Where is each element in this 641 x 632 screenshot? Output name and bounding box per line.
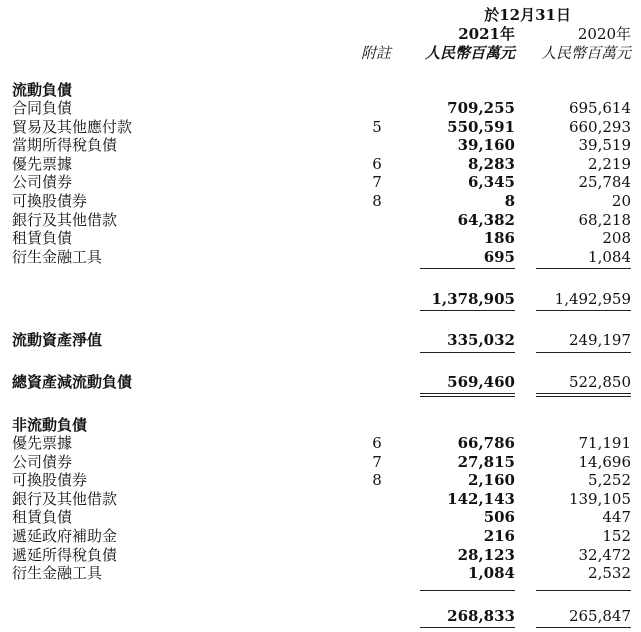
row-value-2021: 186 xyxy=(483,229,515,248)
row-value-2021: 64,382 xyxy=(457,210,515,229)
row-value-2020: 139,105 xyxy=(568,489,631,508)
current-liabilities-total-2021: 1,378,905 xyxy=(431,290,515,308)
row-label: 銀行及其他借款 xyxy=(12,489,118,508)
period-header: 於12月31日 xyxy=(484,6,571,24)
row-value-2020: 25,784 xyxy=(578,173,631,192)
row-value-2020: 68,218 xyxy=(578,210,631,229)
ncl-total-rule-2021 xyxy=(420,627,515,628)
row-label: 租賃負債 xyxy=(12,508,73,527)
row-label: 公司債券 xyxy=(12,173,73,192)
year-2021-header: 2021年 xyxy=(458,25,515,43)
row-value-2020: 5,252 xyxy=(588,471,631,490)
year-2020-header: 2020年 xyxy=(577,25,631,43)
row-value-2021: 66,786 xyxy=(457,434,515,452)
non-current-liabilities-total-2021: 268,833 xyxy=(447,607,515,625)
unit-2020-header: 人民幣百萬元 xyxy=(540,44,631,62)
net-current-assets-label: 流動資產淨值 xyxy=(12,331,103,349)
row-value-2020: 660,293 xyxy=(568,117,631,136)
total-assets-less-cl-2021: 569,460 xyxy=(447,373,515,391)
row-value-2021: 8,283 xyxy=(468,154,515,173)
row-label: 貿易及其他應付款 xyxy=(12,117,133,136)
row-value-2020: 20 xyxy=(611,192,631,210)
row-value-2020: 2,532 xyxy=(588,564,631,583)
unit-2021-header: 人民幣百萬元 xyxy=(424,44,515,62)
row-value-2020: 71,191 xyxy=(578,434,631,452)
note-column-header: 附註 xyxy=(361,44,392,62)
total-assets-less-cl-label: 總資產減流動負債 xyxy=(12,373,133,391)
row-label: 公司債券 xyxy=(12,452,73,471)
row-value-2020: 447 xyxy=(602,508,631,527)
ncl-total-rule-2020 xyxy=(536,627,631,628)
double-rule-2021 xyxy=(420,393,515,397)
total-rule-2021 xyxy=(420,310,515,311)
subtotal-rule-2020 xyxy=(536,268,631,269)
net-current-assets-2020: 249,197 xyxy=(568,331,631,349)
row-note: 8 xyxy=(372,471,382,490)
net-current-assets-2021: 335,032 xyxy=(447,331,515,349)
double-rule-2020 xyxy=(536,393,631,397)
ncl-subtotal-rule-2020 xyxy=(536,590,631,591)
row-label: 可換股債券 xyxy=(12,192,88,210)
row-value-2020: 695,614 xyxy=(568,99,631,117)
row-note: 8 xyxy=(372,192,382,210)
row-label: 衍生金融工具 xyxy=(12,247,103,266)
row-value-2021: 8 xyxy=(504,192,515,210)
row-value-2021: 28,123 xyxy=(457,545,515,564)
row-value-2021: 2,160 xyxy=(468,471,515,490)
row-label: 優先票據 xyxy=(12,434,73,452)
row-value-2021: 709,255 xyxy=(447,99,515,117)
row-value-2020: 152 xyxy=(602,527,631,545)
row-label: 衍生金融工具 xyxy=(12,564,103,583)
row-label: 合同負債 xyxy=(12,99,73,117)
row-value-2021: 27,815 xyxy=(457,452,515,471)
row-label: 優先票據 xyxy=(12,154,73,173)
row-value-2021: 6,345 xyxy=(468,173,515,192)
row-value-2021: 142,143 xyxy=(447,489,515,508)
row-note: 6 xyxy=(372,154,382,173)
row-value-2021: 1,084 xyxy=(468,564,515,583)
row-note: 7 xyxy=(372,173,382,192)
row-note: 5 xyxy=(372,117,382,136)
row-value-2020: 14,696 xyxy=(578,452,631,471)
row-value-2020: 1,084 xyxy=(588,247,631,266)
ncl-subtotal-rule-2021 xyxy=(420,590,515,591)
total-assets-less-cl-2020: 522,850 xyxy=(568,373,631,391)
non-current-liabilities-total-2020: 265,847 xyxy=(568,607,631,625)
row-note: 6 xyxy=(372,434,382,452)
row-value-2020: 2,219 xyxy=(588,154,631,173)
subtotal-rule-2021 xyxy=(420,268,515,269)
row-label: 遞延所得稅負債 xyxy=(12,545,118,564)
row-note: 7 xyxy=(372,452,382,471)
section-title-non-current-liabilities: 非流動負債 xyxy=(12,416,88,434)
row-value-2021: 216 xyxy=(483,527,515,545)
nca-rule-2021 xyxy=(420,352,515,353)
row-label: 當期所得稅負債 xyxy=(12,136,118,155)
nca-rule-2020 xyxy=(536,352,631,353)
row-value-2020: 208 xyxy=(602,229,631,248)
row-value-2021: 506 xyxy=(483,508,515,527)
row-value-2021: 39,160 xyxy=(457,136,515,155)
section-title-current-liabilities: 流動負債 xyxy=(12,81,73,99)
total-rule-2020 xyxy=(536,310,631,311)
row-label: 可換股債券 xyxy=(12,471,88,490)
row-label: 銀行及其他借款 xyxy=(12,210,118,229)
row-value-2020: 39,519 xyxy=(578,136,631,155)
row-label: 遞延政府補助金 xyxy=(12,527,118,545)
current-liabilities-total-2020: 1,492,959 xyxy=(554,290,631,308)
row-value-2021: 695 xyxy=(483,247,515,266)
row-label: 租賃負債 xyxy=(12,229,73,248)
row-value-2021: 550,591 xyxy=(447,117,515,136)
row-value-2020: 32,472 xyxy=(578,545,631,564)
